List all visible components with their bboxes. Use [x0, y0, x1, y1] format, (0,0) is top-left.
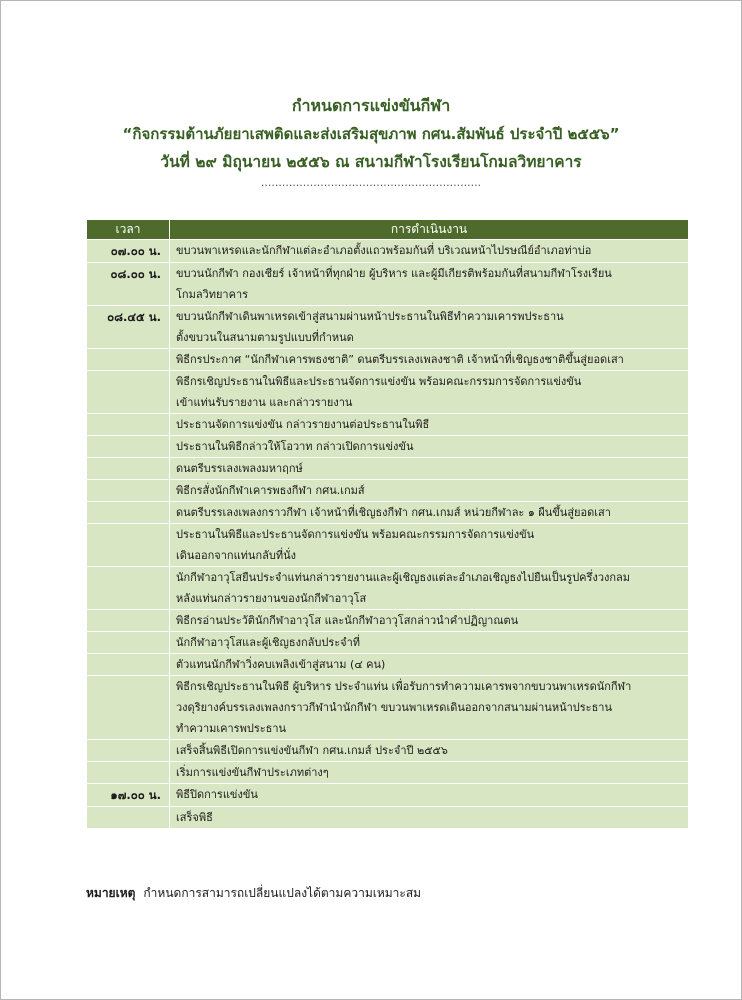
row-time: [87, 414, 170, 436]
table-row: [87, 240, 689, 263]
row-activity: [170, 524, 689, 567]
activity-line: เข้าแท่นรับรายงาน และกล่าวรายงาน: [176, 396, 353, 409]
table-row: [87, 263, 689, 306]
activity-line: ประธานในพิธีและประธานจัดการแข่งขัน พร้อมคณะกรรมการจัดการแข่งขัน: [176, 528, 535, 541]
activity-line: เสร็จสิ้นพิธีเปิดการแข่งขันกีฬา กศน.เกมส์ ประจำปี ๒๕๕๖: [176, 744, 448, 757]
row-activity: [170, 263, 689, 306]
activity-line: ประธานจัดการแข่งขัน กล่าวรายงานต่อประธานในพิธี: [176, 418, 430, 431]
row-activity: [170, 502, 689, 524]
activity-line: พิธีกรเชิญประธานในพิธี ผู้บริหาร ประจำแท่น เพื่อรับการทำความเคารพจากขบวนพาเหรดนักกีฬา: [176, 680, 632, 693]
activity-line: พิธีปิดการแข่งขัน: [176, 788, 258, 801]
table-row: [87, 414, 689, 436]
table-row: [87, 676, 689, 740]
title-separator: ...............................................................: [260, 176, 482, 189]
footnote: [86, 884, 421, 903]
row-time: [87, 567, 170, 610]
activity-line: พิธีกรอ่านประวัตินักกีฬาอาวุโส และนักกีฬาอาวุโสกล่าวนำคำปฏิญาณตน: [176, 614, 519, 627]
row-time: [87, 762, 170, 784]
row-time: [87, 807, 170, 829]
table-row: [87, 654, 689, 676]
footnote-text: กำหนดการสามารถเปลี่ยนแปลงได้ตามความเหมาะสม: [143, 886, 422, 900]
table-row: [87, 502, 689, 524]
activity-line: พิธีกรประกาศ “นักกีฬาเคารพธงชาติ” ดนตรีบรรเลงเพลงชาติ เจ้าหน้าที่เชิญธงชาติขึ้นสู่ยอดเสา: [176, 353, 624, 366]
activity-line: พิธีกรสั่งนักกีฬาเคารพธงกีฬา กศน.เกมส์: [176, 484, 365, 497]
table-row: [87, 436, 689, 458]
activity-line: หลังแท่นกล่าวรายงานของนักกีฬาอาวุโส: [176, 592, 367, 605]
row-activity: [170, 371, 689, 414]
row-time: [87, 676, 170, 740]
table-row: [87, 524, 689, 567]
header-activity: การดำเนินงาน: [170, 220, 689, 240]
row-time: [87, 502, 170, 524]
row-time: [87, 480, 170, 502]
row-time: [87, 740, 170, 762]
table-header-row: [87, 220, 689, 240]
title-line-3: วันที่ ๒๙ มิถุนายน ๒๕๕๖ ณ สนามกีฬาโรงเรียนโกมลวิทยาคาร: [160, 153, 582, 171]
table-row: [87, 349, 689, 371]
row-time: ๐๗.๐๐ น.: [87, 240, 170, 263]
table-row: [87, 480, 689, 502]
row-activity: [170, 654, 689, 676]
row-activity: [170, 306, 689, 349]
document-title: [0, 92, 742, 190]
table-row: [87, 807, 689, 829]
row-time: [87, 371, 170, 414]
row-activity: [170, 436, 689, 458]
activity-line: ตั้งขบวนในสนามตามรูปแบบที่กำหนด: [176, 331, 354, 344]
row-time: [87, 610, 170, 632]
row-time: [87, 524, 170, 567]
row-time: [87, 458, 170, 480]
row-activity: [170, 740, 689, 762]
activity-line: ตัวแทนนักกีฬาวิ่งคบเพลิงเข้าสู่สนาม (๔ คน): [176, 658, 386, 671]
table-row: [87, 762, 689, 784]
row-time: ๑๗.๐๐ น.: [87, 784, 170, 807]
activity-line: พิธีกรเชิญประธานในพิธีและประธานจัดการแข่งขัน พร้อมคณะกรรมการจัดการแข่งขัน: [176, 375, 582, 388]
activity-line: ดนตรีบรรเลงเพลงมหาฤกษ์: [176, 462, 303, 475]
schedule-body: [87, 240, 689, 829]
row-activity: [170, 240, 689, 263]
row-activity: [170, 458, 689, 480]
activity-line: เริ่มการแข่งขันกีฬาประเภทต่างๆ: [176, 766, 329, 779]
table-row: [87, 371, 689, 414]
table-row: [87, 740, 689, 762]
row-time: [87, 654, 170, 676]
row-activity: [170, 676, 689, 740]
row-activity: [170, 762, 689, 784]
activity-line: วงดุริยางค์บรรเลงเพลงกราวกีฬานำนักกีฬา ขบวนพาเหรดเดินออกจากสนามผ่านหน้าประธาน: [176, 701, 612, 714]
row-activity: [170, 610, 689, 632]
table-row: [87, 632, 689, 654]
row-activity: [170, 349, 689, 371]
title-line-1: กำหนดการแข่งขันกีฬา: [291, 96, 451, 115]
row-activity: [170, 567, 689, 610]
row-time: [87, 436, 170, 458]
activity-line: เสร็จพิธี: [176, 811, 213, 824]
footnote-label: หมายเหตุ: [86, 886, 136, 900]
schedule-table: [86, 219, 689, 829]
table-row: [87, 306, 689, 349]
table-row: [87, 610, 689, 632]
activity-line: ขบวนนักกีฬา กองเชียร์ เจ้าหน้าที่ทุกฝ่าย ผู้บริหาร และผู้มีเกียรติพร้อมกันที่สนามกีฬาโรงเรียน: [176, 267, 612, 280]
row-time: [87, 349, 170, 371]
header-time: เวลา: [87, 220, 170, 240]
row-activity: [170, 632, 689, 654]
activity-line: ขบวนพาเหรดและนักกีฬาแต่ละอำเภอตั้งแถวพร้อมกันที่ บริเวณหน้าไปรษณีย์อำเภอท่าบ่อ: [176, 244, 592, 257]
table-row: [87, 458, 689, 480]
table-row: [87, 567, 689, 610]
activity-line: นักกีฬาอาวุโสยืนประจำแท่นกล่าวรายงานและผู้เชิญธงแต่ละอำเภอเชิญธงไปยืนเป็นรูปครึ่งวงกลม: [176, 571, 631, 584]
table-row: [87, 784, 689, 807]
activity-line: นักกีฬาอาวุโสและผู้เชิญธงกลับประจำที่: [176, 636, 361, 649]
activity-line: โกมลวิทยาคาร: [176, 288, 249, 301]
activity-line: ขบวนนักกีฬาเดินพาเหรดเข้าสู่สนามผ่านหน้าประธานในพิธีทำความเคารพประธาน: [176, 310, 564, 323]
activity-line: เดินออกจากแท่นกลับที่นั่ง: [176, 549, 296, 562]
row-activity: [170, 807, 689, 829]
row-time: ๐๘.๔๕ น.: [87, 306, 170, 349]
row-activity: [170, 784, 689, 807]
row-time: [87, 632, 170, 654]
title-line-2: “กิจกรรมต้านภัยยาเสพติดและส่งเสริมสุขภาพ กศน.สัมพันธ์ ประจำปี ๒๕๕๖”: [122, 125, 620, 143]
row-activity: [170, 480, 689, 502]
activity-line: ทำความเคารพประธาน: [176, 722, 287, 735]
row-activity: [170, 414, 689, 436]
row-time: ๐๘.๐๐ น.: [87, 263, 170, 306]
activity-line: ประธานในพิธีกล่าวให้โอวาท กล่าวเปิดการแข่งขัน: [176, 440, 414, 453]
activity-line: ดนตรีบรรเลงเพลงกราวกีฬา เจ้าหน้าที่เชิญธงกีฬา กศน.เกมส์ หน่วยกีฬาละ ๑ ผืนขึ้นสู่ยอดเสา: [176, 506, 611, 519]
